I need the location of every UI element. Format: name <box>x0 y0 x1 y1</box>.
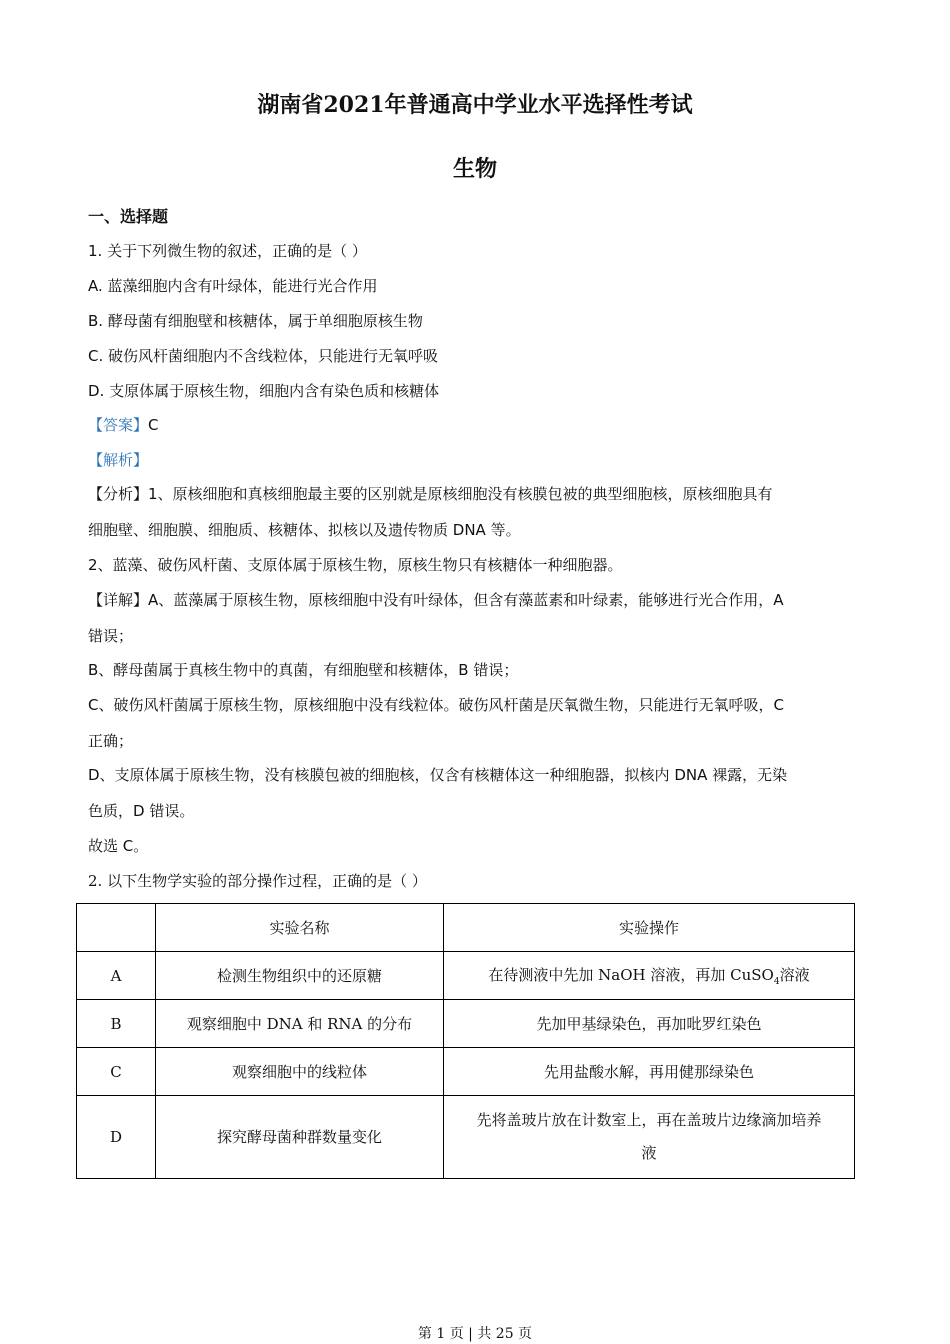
question-2-stem: 2. 以下生物学实验的部分操作过程，正确的是（ ） <box>88 872 427 890</box>
explanation-line: B、酵母菌属于真核生物中的真菌，有细胞壁和核糖体，B 错误； <box>88 661 519 679</box>
question-1-option-c: C. 破伤风杆菌细胞内不含线粒体，只能进行无氧呼吸 <box>88 347 439 365</box>
explanation-line: 【分析】1、原核细胞和真核细胞最主要的区别就是原核细胞没有核膜包被的典型细胞核，原核细胞具有 <box>88 485 773 503</box>
table-header-row <box>77 904 855 952</box>
answer-label: 【答案】 <box>88 416 149 434</box>
subject-title: 生物 <box>452 156 497 182</box>
row-label: C <box>77 1048 156 1096</box>
table-header-cell: 实验名称 <box>156 904 444 952</box>
explanation-line: 错误； <box>88 627 134 645</box>
operation-text: 在待测液中先加 NaOH 溶液，再加 CuSO <box>488 966 774 984</box>
explanation-line: 2、蓝藻、破伤风杆菌、支原体属于原核生物，原核生物只有核糖体一种细胞器。 <box>88 556 623 574</box>
explanation-line: 故选 C。 <box>88 837 149 855</box>
row-label: D <box>77 1096 156 1179</box>
experiment-name: 检测生物组织中的还原糖 <box>156 952 444 1000</box>
question-1-option-d: D. 支原体属于原核生物，细胞内含有染色质和核糖体 <box>88 382 440 400</box>
explanation-line: 正确； <box>88 732 134 750</box>
explanation-line: 色质，D 错误。 <box>88 802 195 820</box>
page-footer: 第 1 页 | 共 25 页 <box>417 1326 533 1342</box>
experiment-table <box>76 903 855 1179</box>
experiment-name: 观察细胞中 DNA 和 RNA 的分布 <box>156 1000 444 1048</box>
operation-text: 溶液 <box>779 966 810 984</box>
experiment-operation <box>444 1096 855 1179</box>
explanation-line: 细胞壁、细胞膜、细胞质、核糖体、拟核以及遗传物质 DNA 等。 <box>88 521 521 539</box>
answer-value: C <box>148 416 159 434</box>
experiment-name: 观察细胞中的线粒体 <box>156 1048 444 1096</box>
explanation-line: C、破伤风杆菌属于原核生物，原核细胞中没有线粒体。破伤风杆菌是厌氧微生物，只能进行无氧呼吸，C <box>88 696 784 714</box>
experiment-operation: 先用盐酸水解，再用健那绿染色 <box>444 1048 855 1096</box>
analysis-label: 【解析】 <box>88 451 149 469</box>
experiment-operation <box>444 952 855 1000</box>
experiment-operation: 先加甲基绿染色，再加吡罗红染色 <box>444 1000 855 1048</box>
question-1-option-b: B. 酵母菌有细胞壁和核糖体，属于单细胞原核生物 <box>88 312 423 330</box>
table-header-cell: 实验操作 <box>444 904 855 952</box>
row-label: A <box>77 952 156 1000</box>
table-row <box>77 1000 855 1048</box>
question-1-stem: 1. 关于下列微生物的叙述，正确的是（ ） <box>88 242 367 260</box>
answer-line <box>88 414 868 436</box>
question-1-option-a: A. 蓝藻细胞内含有叶绿体，能进行光合作用 <box>88 277 378 295</box>
operation-text: 先将盖玻片放在计数室上，再在盖玻片边缘滴加培养 <box>476 1111 822 1129</box>
exam-title: 湖南省2021年普通高中学业水平选择性考试 <box>257 92 693 118</box>
operation-text: 液 <box>641 1144 657 1162</box>
table-row <box>77 1096 855 1179</box>
table-row <box>77 952 855 1000</box>
explanation-line: 【详解】A、蓝藻属于原核生物，原核细胞中没有叶绿体，但含有藻蓝素和叶绿素，能够进行光合作用，A <box>88 591 784 609</box>
row-label: B <box>77 1000 156 1048</box>
table-row <box>77 1048 855 1096</box>
experiment-name: 探究酵母菌种群数量变化 <box>156 1096 444 1179</box>
table-header-cell <box>77 904 156 952</box>
section-heading: 一、选择题 <box>88 207 169 226</box>
operation-subscript: 4 <box>773 977 780 987</box>
explanation-line: D、支原体属于原核生物，没有核膜包被的细胞核，仅含有核糖体这一种细胞器，拟核内 DNA 裸露，无染 <box>88 766 788 784</box>
